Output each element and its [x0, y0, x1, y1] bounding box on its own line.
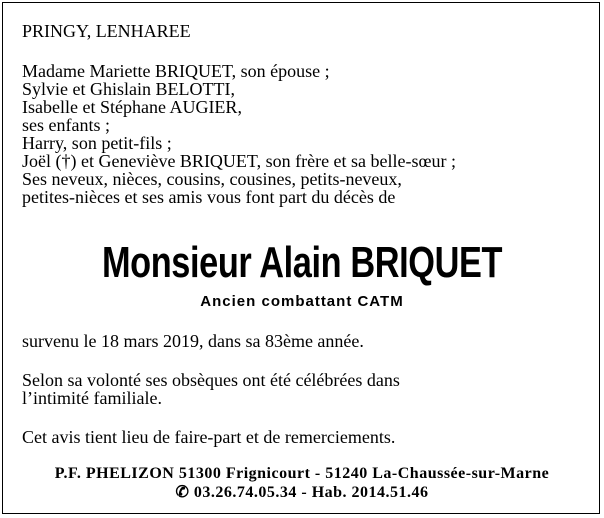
closing-line: Cet avis tient lieu de faire-part et de remerciements. [22, 427, 396, 447]
date-line: survenu le 18 mars 2019, dans sa 83ème année. [22, 331, 364, 351]
family-line: Isabelle et Stéphane AUGIER, [22, 97, 242, 117]
family-line: petites-nièces et ses amis vous font part du décès de [22, 187, 396, 207]
funeral-line: Selon sa volonté ses obsèques ont été célébrées dans [22, 370, 400, 390]
deceased-name-heading: Monsieur Alain BRIQUET [101, 238, 503, 287]
location-line: PRINGY, LENHAREE [22, 21, 191, 41]
funeral-line: l’intimité familiale. [22, 388, 162, 408]
family-line: Harry, son petit-fils ; [22, 133, 172, 153]
family-line: Joël (†) et Geneviève BRIQUET, son frère et sa belle-sœur ; [22, 151, 457, 171]
family-line: ses enfants ; [22, 115, 110, 135]
family-line: Ses neveux, nièces, cousins, cousines, petits-neveux, [22, 169, 402, 189]
contact-line: ✆ 03.26.74.05.34 - Hab. 2014.51.46 [175, 484, 429, 501]
deceased-subtitle: Ancien combattant CATM [200, 293, 404, 310]
funeral-home-line: P.F. PHELIZON 51300 Frignicourt - 51240 La-Chaussée-sur-Marne [54, 465, 550, 482]
family-line: Madame Mariette BRIQUET, son épouse ; [22, 61, 330, 81]
family-line: Sylvie et Ghislain BELOTTI, [22, 79, 235, 99]
